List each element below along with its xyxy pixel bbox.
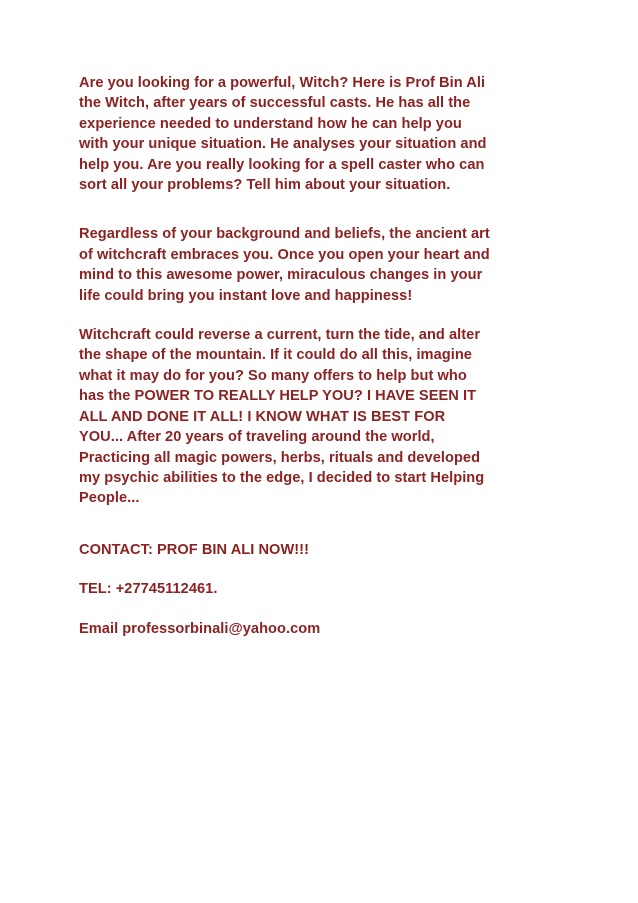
- text-line: experience needed to understand how he can help you: [79, 115, 462, 132]
- email-address: Email professorbinali@yahoo.com: [79, 620, 321, 637]
- text-line: Practicing all magic powers, herbs, rituals and developed: [79, 449, 481, 466]
- text-line: Are you looking for a powerful, Witch? Here is Prof Bin Ali: [79, 75, 486, 91]
- text-line: what it may do for you? So many offers to help but who: [79, 367, 467, 384]
- text-line: mind to this awesome power, miraculous changes in your: [79, 267, 483, 284]
- contact-heading: CONTACT: PROF BIN ALI NOW!!!: [79, 541, 309, 558]
- text-line: Witchcraft could reverse a current, turn the tide, and alter: [79, 327, 481, 344]
- text-line: the shape of the mountain. If it could do all this, imagine: [79, 347, 472, 364]
- text-line: the Witch, after years of successful casts. He has all the: [79, 95, 471, 112]
- text-line: ALL AND DONE IT ALL! I KNOW WHAT IS BEST FOR: [79, 408, 446, 425]
- phone-number: TEL: +27745112461.: [79, 581, 218, 598]
- beliefs-paragraph: [79, 224, 569, 306]
- text-line: with your unique situation. He analyses your situation and: [79, 136, 487, 153]
- text-line: People...: [79, 490, 140, 507]
- text-line: life could bring you instant love and happiness!: [79, 287, 413, 304]
- text-line: YOU... After 20 years of traveling around the world,: [79, 429, 435, 446]
- witchcraft-paragraph: [79, 325, 569, 509]
- text-line: help you. Are you really looking for a spell caster who can: [79, 156, 485, 173]
- document-body: [79, 73, 569, 639]
- text-line: of witchcraft embraces you. Once you open your heart and: [79, 246, 490, 263]
- text-line: my psychic abilities to the edge, I decided to start Helping: [79, 469, 485, 486]
- text-line: Regardless of your background and beliefs, the ancient art: [79, 226, 490, 243]
- text-line: has the POWER TO REALLY HELP YOU? I HAVE SEEN IT: [79, 388, 477, 405]
- text-line: sort all your problems? Tell him about your situation.: [79, 177, 451, 194]
- intro-paragraph: [79, 73, 569, 195]
